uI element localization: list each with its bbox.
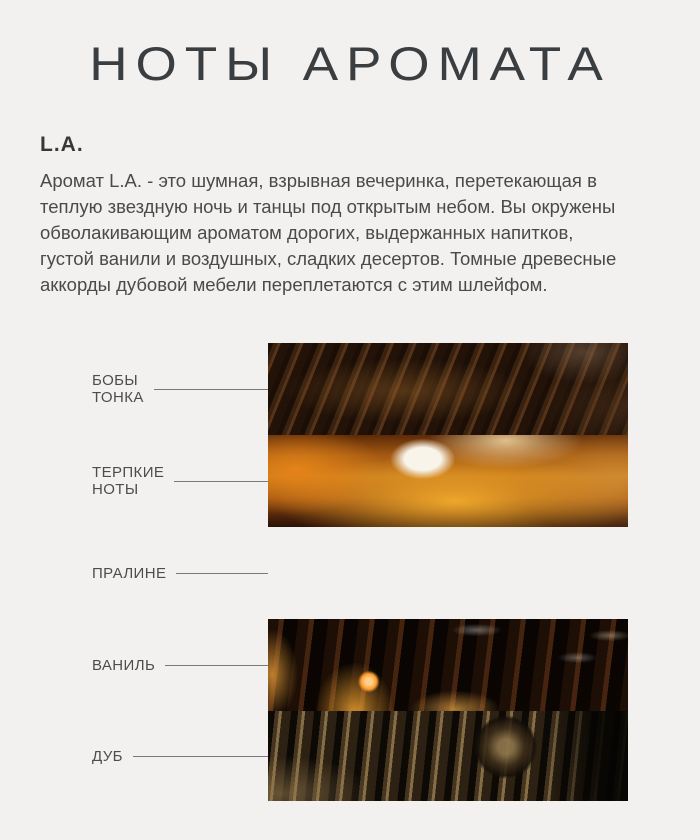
- description-line: густой ванили и воздушных, сладких десертов. Томные древесные: [40, 248, 617, 269]
- note-label: [92, 748, 123, 765]
- note-row-tonka: [92, 343, 628, 435]
- note-label-line: БОБЫ: [92, 372, 139, 389]
- tonka-beans-image: [268, 343, 628, 435]
- fragrance-name: L.A.: [40, 133, 84, 156]
- description-line: теплую звездную ночь и танцы под открытым небом. Вы окружены: [40, 196, 616, 217]
- note-label-line: ВАНИЛЬ: [92, 656, 156, 674]
- note-label: [92, 565, 166, 582]
- note-connector-line: [165, 665, 268, 666]
- note-connector-line: [176, 573, 268, 574]
- oak-wood-image: [268, 711, 628, 801]
- note-row-oak: [92, 711, 628, 801]
- note-row-praline: [92, 527, 628, 619]
- note-label: [92, 464, 164, 498]
- fragrance-intro-section: [40, 133, 660, 298]
- note-connector-line: [174, 481, 268, 482]
- vanilla-pods-image: [268, 619, 628, 711]
- note-label: [92, 372, 144, 406]
- whiskey-glass-image: [268, 435, 628, 527]
- praline-chocolates-image: [268, 527, 628, 619]
- note-label: [92, 657, 155, 674]
- page-title: НОТЫ АРОМАТА: [89, 37, 611, 90]
- note-label-line: ПРАЛИНЕ: [92, 564, 167, 582]
- note-label-line: ТЕРПКИЕ: [92, 464, 165, 481]
- note-label-line: НОТЫ: [92, 481, 139, 498]
- fragrance-description: [40, 168, 660, 298]
- note-connector-line: [133, 756, 268, 757]
- notes-list: [92, 343, 628, 801]
- description-line: аккорды дубовой мебели переплетаются с этим шлейфом.: [40, 274, 548, 295]
- note-label-line: ТОНКА: [92, 389, 144, 406]
- note-row-tart: [92, 435, 628, 527]
- description-line: обволакивающим ароматом дорогих, выдержанных напитков,: [40, 222, 574, 243]
- note-row-vanilla: [92, 619, 628, 711]
- description-line: Аромат L.A. - это шумная, взрывная вечеринка, перетекающая в: [40, 170, 597, 191]
- note-label-line: ДУБ: [92, 747, 123, 765]
- note-connector-line: [154, 389, 268, 390]
